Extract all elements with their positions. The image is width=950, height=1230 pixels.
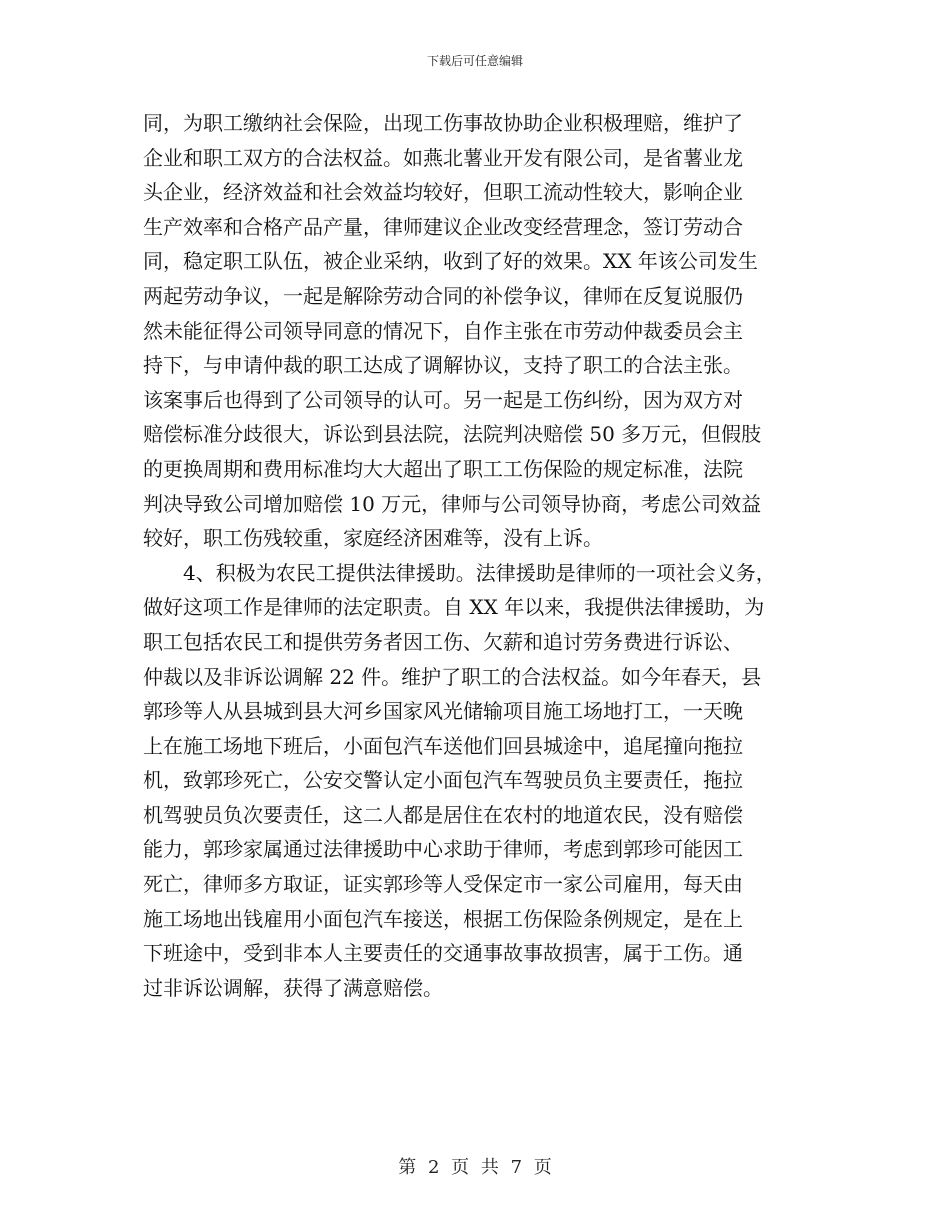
paragraph-2 <box>143 556 833 1006</box>
text-line: 4、积极为农民工提供法律援助。法律援助是律师的一项社会义务， <box>183 560 776 585</box>
text-line: 下班途中，受到非本人主要责任的交通事故事故损害，属于工伤。通 <box>143 941 743 966</box>
text-line: 同，为职工缴纳社会保险，出现工伤事故协助企业积极理赔，维护了 <box>143 111 743 135</box>
text-line: 判决导致公司增加赔偿 10 万元，律师与公司领导协商，考虑公司效益 <box>143 491 762 516</box>
text-line: 生产效率和合格产品产量，律师建议企业改变经营理念，签订劳动合 <box>143 214 743 239</box>
text-line: 头企业，经济效益和社会效益均较好，但职工流动性较大，影响企业 <box>143 180 743 205</box>
text-line: 企业和职工双方的合法权益。如燕北薯业开发有限公司，是省薯业龙 <box>143 145 743 170</box>
text-line: 的更换周期和费用标准均大大超出了职工工伤保险的规定标准，法院 <box>143 456 743 481</box>
paragraph-1 <box>143 106 833 556</box>
page-header: 下载后可任意编辑 <box>426 54 523 68</box>
text-line: 死亡，律师多方取证，证实郭珍等人受保定市一家公司雇用，每天由 <box>143 872 743 897</box>
text-line: 做好这项工作是律师的法定职责。自 XX 年以来，我提供法律援助，为 <box>143 595 765 620</box>
text-line: 该案事后也得到了公司领导的认可。另一起是工伤纠纷，因为双方对 <box>143 387 743 412</box>
page-footer: 第 2 页 共 7 页 <box>398 1157 552 1178</box>
text-line: 施工场地出钱雇用小面包汽车接送，根据工伤保险条例规定，是在上 <box>143 906 743 931</box>
text-line: 上在施工场地下班后，小面包汽车送他们回县城途中，追尾撞向拖拉 <box>143 733 743 758</box>
text-line: 赔偿标准分歧很大，诉讼到县法院，法院判决赔偿 50 多万元，但假肢 <box>143 422 762 447</box>
text-line: 郭珍等人从县城到县大河乡国家风光储输项目施工场地打工，一天晚 <box>143 699 743 724</box>
text-line: 两起劳动争议，一起是解除劳动合同的补偿争议，律师在反复说服仍 <box>143 283 743 308</box>
text-line: 机驾驶员负次要责任，这二人都是居住在农村的地道农民，没有赔偿 <box>143 802 743 827</box>
text-line: 较好，职工伤残较重，家庭经济困难等，没有上诉。 <box>143 526 603 551</box>
text-line: 同，稳定职工队伍，被企业采纳，收到了好的效果。XX 年该公司发生 <box>143 249 758 274</box>
text-line: 机，致郭珍死亡，公安交警认定小面包汽车驾驶员负主要责任，拖拉 <box>143 768 743 793</box>
text-line: 能力，郭珍家属通过法律援助中心求助于律师，考虑到郭珍可能因工 <box>143 837 743 862</box>
text-line: 职工包括农民工和提供劳务者因工伤、欠薪和追讨劳务费进行诉讼、 <box>143 629 743 654</box>
document-body <box>143 106 833 1005</box>
text-line: 持下，与申请仲裁的职工达成了调解协议，支持了职工的合法主张。 <box>143 353 743 378</box>
text-line: 过非诉讼调解，获得了满意赔偿。 <box>143 975 443 1000</box>
text-line: 仲裁以及非诉讼调解 22 件。维护了职工的合法权益。如今年春天，县 <box>143 664 762 689</box>
text-line: 然未能征得公司领导同意的情况下，自作主张在市劳动仲裁委员会主 <box>143 318 743 343</box>
